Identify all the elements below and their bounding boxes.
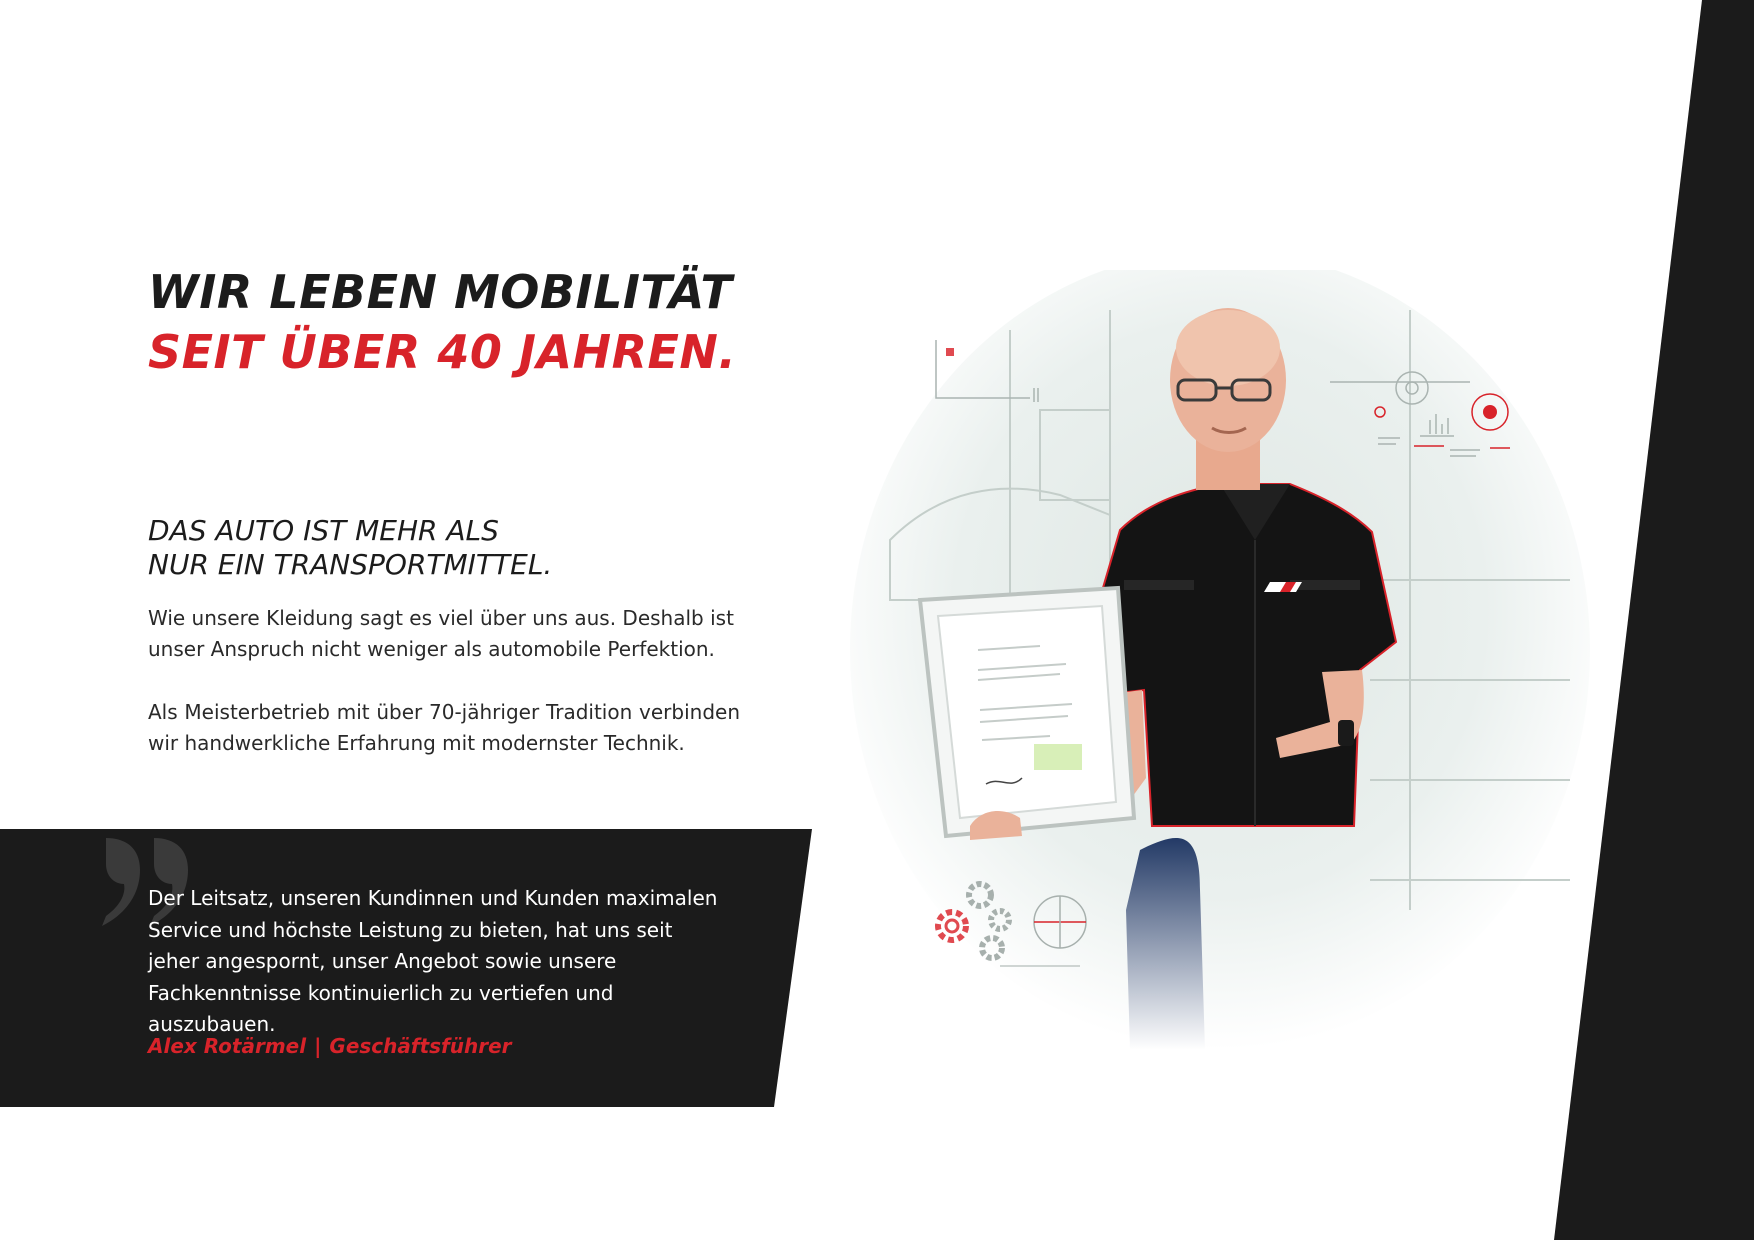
quote-text: Der Leitsatz, unseren Kundinnen und Kunden maximalen Service und höchste Leistung zu bieten, hat uns seit jeher angespornt, unser Angebot sowie unsere Fachkenntnisse kontinuierlich zu vertiefen und auszubauen. [148,886,718,1036]
headline [148,262,736,382]
headline-line-1: WIR LEBEN MOBILITÄT [148,265,733,319]
subheadline [148,514,552,582]
quote-author-role: Geschäftsführer [329,1034,512,1058]
subheadline-line-1: DAS AUTO IST MEHR ALS [148,514,499,547]
quote-separator: | [314,1034,322,1058]
intro-paragraph: Wie unsere Kleidung sagt es viel über uns aus. Deshalb ist unser Anspruch nicht weniger als automobile Perfektion. [148,606,734,661]
quote-attribution [148,1034,512,1058]
quote-author: Alex Rotärmel [148,1034,307,1058]
headline-line-2: SEIT ÜBER 40 JAHREN. [148,325,737,379]
subheadline-line-2: NUR EIN TRANSPORTMITTEL. [148,548,553,581]
mechanic-illustration [850,270,1590,1050]
framed-certificate [920,588,1134,840]
tradition-paragraph: Als Meisterbetrieb mit über 70-jähriger Tradition verbinden wir handwerkliche Erfahrung mit modernster Technik. [148,700,740,755]
